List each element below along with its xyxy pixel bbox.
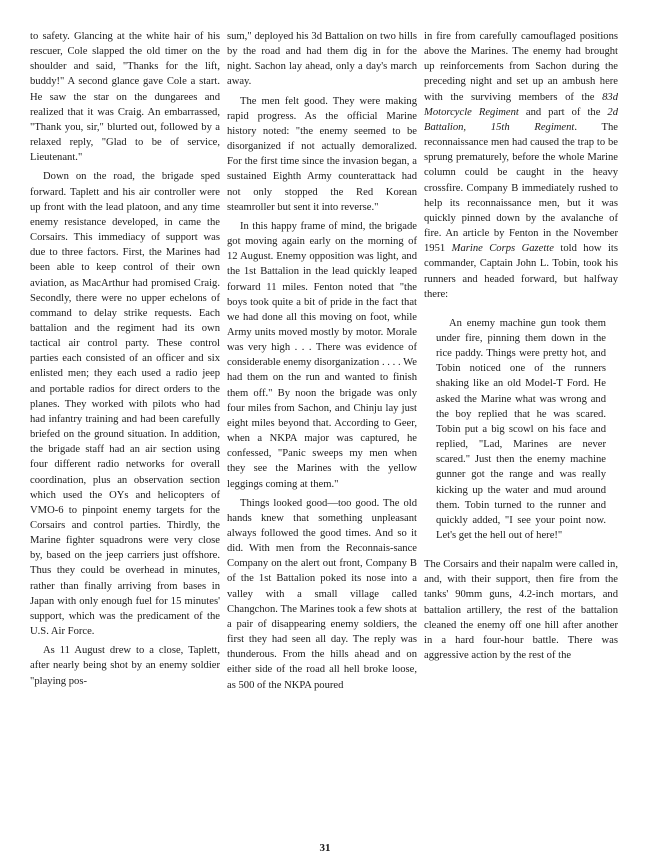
unit-name: 83d Motorcycle Regiment — [424, 91, 618, 118]
unit-name: 2d Battalion, 15th Regiment — [424, 106, 618, 133]
paragraph — [424, 29, 618, 302]
paragraph: sum," deployed his 3d Battalion on two hills by the road and had them dig in for the night. Sachon lay ahead, only a day's march away. — [227, 31, 417, 88]
paragraph: Down on the road, the brigade sped forward. Taplett and his air controller were up front with the lead platoon, and any time enemy resistance developed, in came the Corsairs. This immediacy of support was due to three factors. First, the Marines had been able to keep control of their own aviation, as MacArthur had promised Craig. Secondly, there were no upper echelons of command to delay strike requests. Each battalion and the regiment had its own tactical air control party. These control parties each consisted of an officer and six enlisted men; they each used a radio jeep and portable radios for direct orders to the planes. They worked with pilots who had had infantry training and had been carefully briefed on the ground situation. In addition, the brigade staff had an air section using four different radio networks for overall coordination, plus an observation section which used the OYs and helicopters of VMO-6 to pinpoint enemy targets for the Corsairs and control parties. Thirdly, the Marine fighter squadrons were very close by, based on the jeep carriers just offshore. Thus they could be overhead in minutes, rather than finally arriving from bases in Japan with only enough fuel for 15 minutes' support, which was the predicament of the U.S. Air Force. — [30, 171, 220, 638]
paragraph-text: . The reconnaissance men had caused the trap to be sprung prematurely, before the whole Marine column could be caught in the heavy crossfire. Company B immediately rushed to help its reconnaissance men, but it was quickly pinned down by the avalanche of fire. An article by Fenton in the November 1951 — [424, 121, 619, 255]
publication-title: Marine Corps Gazette — [451, 243, 554, 255]
text-column-left — [30, 29, 220, 693]
page-number: 31 — [319, 842, 331, 854]
paragraph-text: told how its commander, Captain John L. Tobin, took his runners and headed forward, but halfway there: — [424, 243, 618, 300]
text-column-right — [424, 29, 618, 667]
block-quote — [436, 316, 606, 543]
quote-text: An enemy machine gun took them under fire, pinning them down in the rice paddy. Things were pretty hot, and Tobin noticed one of the runners shaking like an old Model-T Ford. He asked the Marine what was wrong and the boy replied that he was scared. Tobin put a big scowl on his face and replied, "Lad, Marines are never scared." Just then the enemy machine gunner got the range and was really kicking up the water and mud around them. Tobin turned to the runner and quickly added, "I see your point now. Let's get the hell out of here!" — [436, 317, 606, 541]
paragraph-text: and part of the — [518, 106, 608, 118]
paragraph: The men felt good. They were making rapid progress. As the official Marine history noted: "the enemy seemed to be disorganized if not actually demoralized. For the first time since the invasion began, a sustained Eighth Army counterattack had not only stopped the Red Korean steamroller but sent it into reverse." — [227, 95, 417, 213]
paragraph-text: in fire from carefully camouflaged positions above the Marines. The enemy had brought up reinforcements from Sachon during the preceding night and set up an ambush here with the surviving members of the — [424, 31, 618, 103]
paragraph: to safety. Glancing at the white hair of his rescuer, Cole slapped the old timer on the shoulder and said, "Thanks for the lift, buddy!" A second glance gave Cole a start. He saw the star on the dungarees and realized that it was Craig. An embarrassed, "Thank you, sir," blurted out, followed by a relaxed reply, "Glad to be of service, Lieutenant." — [30, 31, 220, 164]
text-column-middle — [227, 29, 417, 697]
paragraph: Things looked good—too good. The old hands knew that something unpleasant always followed the good times. And so it did. With men from the Reconnais-sance Company on the alert out front, Company B of the 1st Battalion poked its nose into a valley with a small village called Changchon. The Marines took a few shots at a pair of disappearing enemy soldiers, the first they had seen all day. The reply was thunderous. From the hills ahead and on either side of the road all hell broke loose, as 500 of the NKPA poured — [227, 497, 417, 691]
paragraph: As 11 August drew to a close, Taplett, after nearly being shot by an enemy soldier "playing pos- — [30, 645, 220, 687]
paragraph: The Corsairs and their napalm were called in, and, with their support, then fire from the tanks' 90mm guns, 4.2-inch mortars, and battalion artillery, the rest of the battalion cleaned the enemy off one hill after another in a hard four-hour battle. There was aggressive action by the rest of the — [424, 559, 618, 662]
paragraph: In this happy frame of mind, the brigade got moving again early on the morning of 12 August. Enemy opposition was light, and the 1st Battalion in the lead quickly leaped forward 11 miles. Fenton noted that "the boys took quite a bit of pride in the fact that we had done all this moving on foot, while Army units moved mostly by motor. Morale was very high . . . There was evidence of considerable enemy disorganization . . . . We had them on the run and wanted to finish them off." By noon the brigade was only four miles from Sachon, and Chinju lay just eight miles beyond that. According to Geer, when a NKPA major was captured, he confessed, "Panic sweeps my men when they see the Marines with the yellow leggings coming at them." — [227, 220, 417, 490]
